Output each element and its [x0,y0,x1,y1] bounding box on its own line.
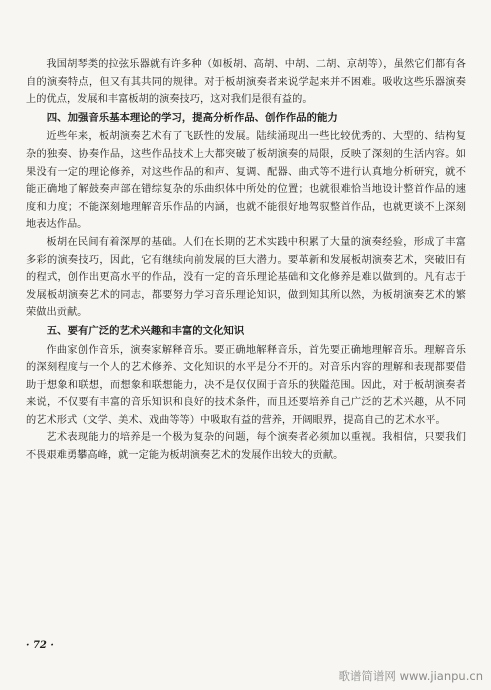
site-watermark: 歌谱简谱网 www.jianpu.cn [338,669,483,683]
intro-paragraph: 我国胡琴类的拉弦乐器就有许多种（如板胡、高胡、中胡、二胡、京胡等），虽然它们都有各自的演奏特点，但又有其共同的规律。对于板胡演奏者来说学起来并不困难。吸收这些乐器演奏上的优点，发展和丰富板胡的演奏技巧，这对我们是很有益的。 [26,59,466,106]
section-4-heading: 四、加强音乐基本理论的学习，提高分析作品、创作作品的能力 [46,111,338,124]
section-4-paragraph-2: 板胡在民间有着深厚的基础。人们在长期的艺术实践中积累了大量的演奏经验，形成了丰富多彩的演奏技巧，因此，它有继续向前发展的巨大潜力。要革新和发展板胡演奏艺术，突破旧有的程式，创作出更高水平的作品，没有一定的音乐理论基础和文化修养是难以做到的。凡有志于发展板胡演奏艺术的同志，都要努力学习音乐理论知识，做到知其所以然，为板胡演奏艺术的繁荣做出贡献。 [26,236,466,319]
section-5-paragraph-2: 艺术表现能力的培养是一个极为复杂的问题，每个演奏者必须加以重视。我相信，只要我们不畏艰难勇攀高峰，就一定能为板胡演奏艺术的发展作出较大的贡献。 [26,432,466,462]
page-content [26,56,466,465]
section-4-paragraph-1: 近些年来，板胡演奏艺术有了飞跃性的发展。陆续涌现出一些比较优秀的、大型的、结构复杂的独奏、协奏作品，这些作品技术上大都突破了板胡演奏的局限，反映了深刻的生活内容。如果没有一定的理论修养，对这些作品的和声、复调、配器、曲式等不进行认真地分析研究，就不能正确地了解鼓奏声部在错综复杂的乐曲织体中所处的位置；也就很难恰当地设计整首作品的速度和力度；不能深刻地理解音乐作品的内涵，也就不能很好地驾驭整首作品，也就更谈不上深刻地表达作品。 [26,131,466,231]
section-5-paragraph-1: 作曲家创作音乐，演奏家解释音乐。要正确地解释音乐，首先要正确地理解音乐。理解音乐的深刻程度与一个人的艺术修养、文化知识的水平是分不开的。对音乐内容的理解和表现都要借助于想象和联想，而想象和联想能力，决不是仅仅囿于音乐的狭隘范围。因此，对于板胡演奏者来说，不仅要有丰富的音乐知识和良好的技术条件，而且还要培养自己广泛的艺术兴趣，从不同的艺术形式（文学、美术、戏曲等等）中吸取有益的营养，开阔眼界，提高自己的艺术水平。 [26,344,466,426]
page-number: · 72 · [26,640,54,651]
section-5-heading: 五、要有广泛的艺术兴趣和丰富的文化知识 [46,324,245,337]
